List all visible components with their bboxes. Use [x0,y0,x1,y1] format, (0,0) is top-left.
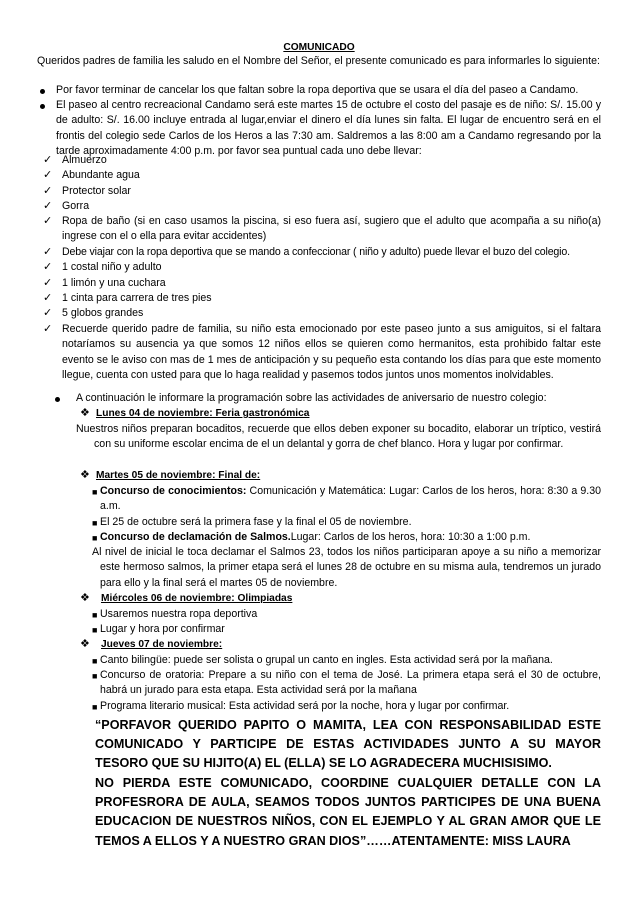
program-intro: A continuación le informare la programación sobre las actividades de aniversario de nuestro colegio: [76,392,547,404]
tuesday-item-bold: Concurso de declamación de Salmos. [100,531,291,543]
checklist-item: Almuerzo [62,154,107,166]
thursday-item: Canto bilingüe: puede ser solista o grupal un canto en ingles. Esta actividad será por la mañana. [100,654,553,666]
square-bullet-icon: ■ [92,487,98,497]
tuesday-item-text: Comunicación y Matemática: Lugar: Carlos de los heros, hora: 8:30 a 9.30 a.m. [100,485,601,513]
monday-heading: Lunes 04 de noviembre: Feria gastronómica [96,408,310,419]
wednesday-item: Lugar y hora por confirmar [100,623,225,635]
bullet-dot-icon [55,397,60,402]
thursday-heading: Jueves 07 de noviembre: [101,639,223,650]
check-icon: ✓ [43,246,53,258]
document-title: COMUNICADO [283,42,355,53]
diamond-icon: ❖ [80,592,90,604]
checklist-item: Protector solar [62,185,131,197]
check-icon: ✓ [43,323,53,335]
square-bullet-icon: ■ [92,625,98,635]
checklist-item: Debe viajar con la ropa deportiva que se mando a confeccionar ( niño y adulto) puede llevar el buzo del colegio. [62,246,570,258]
tuesday-item-bold: Concurso de conocimientos: [100,485,247,497]
tuesday-item [100,484,601,515]
check-icon: ✓ [43,292,53,304]
check-icon: ✓ [43,277,53,289]
checklist-item: Abundante agua [62,169,140,181]
check-icon: ✓ [43,307,53,319]
checklist-item: Ropa de baño (si en caso usamos la piscina, si eso fuera así, sugiero que el adulto que acompaña a su niño(a) ingrese con el o ella para evitar accidentes) [62,215,601,243]
checklist-item: Gorra [62,200,90,212]
tuesday-item-text: Lugar: Carlos de los heros, hora: 10:30 a 1:00 p.m. [290,531,531,543]
square-bullet-icon: ■ [92,656,98,666]
square-bullet-icon: ■ [92,610,98,620]
bullet-item: Por favor terminar de cancelar los que faltan sobre la ropa deportiva que se usara el día del paseo a Candamo. [56,84,579,96]
square-bullet-icon: ■ [92,533,98,543]
closing-paragraph: NO PIERDA ESTE COMUNICADO, COORDINE CUALQUIER DETALLE CON LA PROFESRORA DE AULA, SEAMOS TODOS JUNTOS PARTICIPES DE UNA BUENA EDUCACION DE NUESTROS NIÑOS, CON EL EJEMPLO Y AL GRAN AMOR QUE LE TEMOS A ELLOS Y A NUESTRO GRAN DIOS”……ATENTAMENTE: MISS LAURA [95,776,601,848]
check-icon: ✓ [43,261,53,273]
check-icon: ✓ [43,215,53,227]
bullet-item [56,98,601,160]
check-icon: ✓ [43,200,53,212]
tuesday-heading: Martes 05 de noviembre: Final de: [96,470,261,481]
tuesday-item: El 25 de octubre será la primera fase y la final el 05 de noviembre. [100,516,412,528]
square-bullet-icon: ■ [92,518,98,528]
square-bullet-icon: ■ [92,671,98,681]
intro-paragraph: Queridos padres de familia les saludo en el Nombre del Señor, el presente comunicado es para informarles lo siguiente: [37,55,600,67]
check-icon: ✓ [43,154,53,166]
checklist-item: 1 costal niño y adulto [62,261,162,273]
thursday-item: Concurso de oratoria: Prepare a su niño con el tema de José. La primera etapa será el 30 de octubre, habrá un jurado para esta etapa. Esta actividad será por la mañana [100,669,601,697]
check-icon: ✓ [43,185,53,197]
closing-paragraph: “PORFAVOR QUERIDO PAPITO O MAMITA, LEA CON RESPONSABILIDAD ESTE COMUNICADO Y PARTICIPE DE ESTAS ACTIVIDADES JUNTO A SU MAYOR TESORO QUE SU HIJITO(A) EL (ELLA) SE LO AGRADECERA MUCHISISIMO. [95,718,601,771]
checklist-item: 5 globos grandes [62,307,144,319]
check-icon: ✓ [43,169,53,181]
diamond-icon: ❖ [80,407,90,419]
tuesday-item [100,530,601,545]
square-bullet-icon: ■ [92,702,98,712]
bullet-item-text: El paseo al centro recreacional Candamo será este martes 15 de octubre el costo del pasaje es de niño: S/. 15.00 y de adulto: S/. 16.00 incluye entrada al lugar,enviar el dinero el día lunes sin falta. El lugar de encuentro será en el frontis del colegio sede Carlos de los Heros a las 7:30 am. Saldremos a las 8:00 am a Candamo regresando por la tarde aproximadamente 4:00 p.m. por favor sea puntual cada uno debe llevar: [56,99,601,158]
wednesday-heading: Miércoles 06 de noviembre: Olimpiadas [101,593,293,604]
diamond-icon: ❖ [80,638,90,650]
checklist-item: 1 cinta para carrera de tres pies [62,292,212,304]
monday-text: Nuestros niños preparan bocaditos, recuerde que ellos deben exponer su bocadito, elaborar un tríptico, vestirá con su uniforme escolar encima de el un delantal y gorra de chef blanco. Hora y lugar por confirmar. [76,423,601,451]
checklist-item: Recuerde querido padre de familia, su niño esta emocionado por este paseo junto a sus amiguitos, si el faltara notaríamos su ausencia ya que somos 12 niños ellos se quieren como hermanitos, esta prohibido faltar este evento se le aviso con mas de 1 mes de anticipación y su pequeño esta contando los días para que este momento llegue, cuenta con usted para que lo haga realidad y pasemos todos juntos unos momentos inolvidables. [62,323,601,382]
bullet-dot-icon [40,89,45,94]
tuesday-note: Al nivel de inicial le toca declamar el Salmos 23, todos los niños participaran apoye a su niño a memorizar este hermoso salmos, la primer etapa será el lunes 28 de octubre en su misma aula, tendremos un jurado para ello y la final será el martes 05 de noviembre. [92,546,601,589]
bullet-dot-icon [40,104,45,109]
diamond-icon: ❖ [80,469,90,481]
thursday-item: Programa literario musical: Esta actividad será por la noche, hora y lugar por confirmar. [100,700,510,712]
checklist-item: 1 limón y una cuchara [62,277,166,289]
wednesday-item: Usaremos nuestra ropa deportiva [100,608,258,620]
